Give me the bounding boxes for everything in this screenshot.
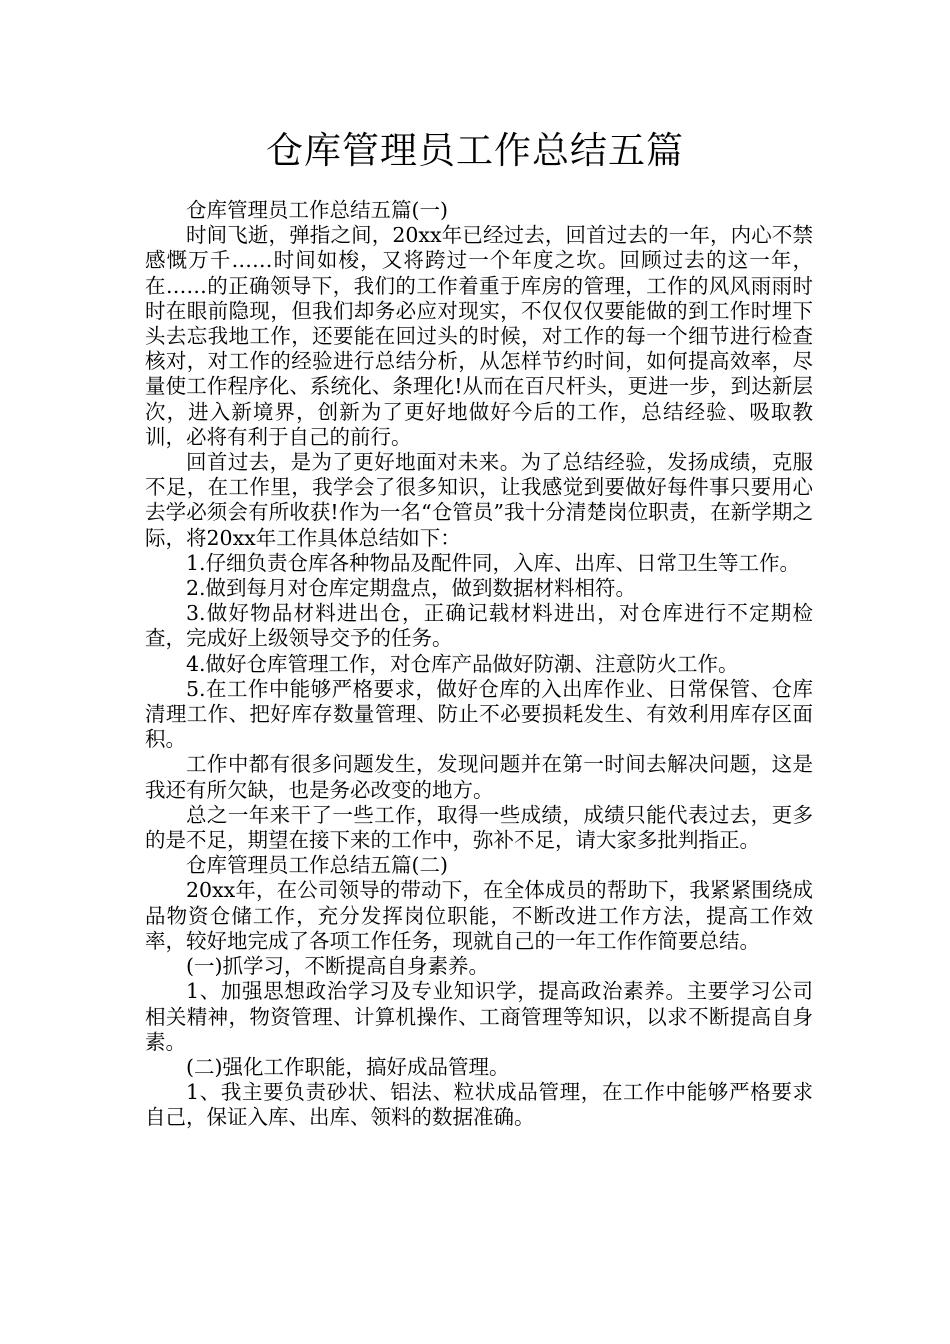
list-item: 3.做好物品材料进出仓，正确记载材料进出，对仓库进行不定期检查，完成好上级领导交予的任务。 [145,601,813,651]
subheading: (二)强化工作职能，搞好成品管理。 [186,1054,510,1079]
document-body [145,198,813,1131]
list-item: 5.在工作中能够严格要求，做好仓库的入出库作业、日常保管、仓库清理工作、把好库存数量管理、防止不必要损耗发生、有效利用库存区面积。 [145,676,813,752]
list-item: 4.做好仓库管理工作，对仓库产品做好防潮、注意防火工作。 [186,651,739,676]
paragraph: 时间飞逝，弹指之间，20xx年已经过去，回首过去的一年，内心不禁感慨万千……时间如梭，又将跨过一个年度之坎。回顾过去的这一年，在……的正确领导下，我们的工作着重于库房的管理，工作的风风雨雨时时在眼前隐现，但我们却务必应对现实，不仅仅仅要能做的到工作时埋下头去忘我地工作，还要能在回过头的时候，对工作的每一个细节进行检查核对，对工作的经验进行总结分析，从怎样节约时间，如何提高效率，尽量使工作程序化、系统化、条理化!从而在百尺杆头，更进一步，到达新层次，进入新境界，创新为了更好地做好今后的工作，总结经验、吸取教训，必将有利于自己的前行。 [145,223,813,449]
section-heading-2: 仓库管理员工作总结五篇(二) [186,853,448,878]
list-item: 2.做到每月对仓库定期盘点，做到数据材料相符。 [186,576,637,601]
list-item: 1、加强思想政治学习及专业知识学，提高政治素养。主要学习公司相关精神，物资管理、计算机操作、工商管理等知识，以求不断提高自身素。 [145,979,813,1054]
list-item: 1.仔细负责仓库各种物品及配件同，入库、出库、日常卫生等工作。 [186,550,801,575]
paragraph: 总之一年来干了一些工作，取得一些成绩，成绩只能代表过去，更多的是不足，期望在接下来的工作中，弥补不足，请大家多批判指正。 [145,802,813,853]
section-heading-1: 仓库管理员工作总结五篇(一) [186,198,448,222]
paragraph: 工作中都有很多问题发生，发现问题并在第一时间去解决问题，这是我还有所欠缺，也是务必改变的地方。 [145,752,813,802]
document-title: 仓库管理员工作总结五篇 [266,129,684,172]
paragraph: 20xx年，在公司领导的带动下，在全体成员的帮助下，我紧紧围绕成品物资仓储工作，充分发挥岗位职能，不断改进工作方法，提高工作效率，较好地完成了各项工作任务，现就自己的一年工作作简要总结。 [145,878,813,953]
paragraph: 回首过去，是为了更好地面对未来。为了总结经验，发扬成绩，克服不足，在工作里，我学会了很多知识，让我感觉到要做好每件事只要用心去学必须会有所收获!作为一名“仓管员”我十分清楚岗位职责，在新学期之际，将20xx年工作具体总结如下： [145,450,813,550]
list-item: 1、我主要负责砂状、铝法、粒状成品管理，在工作中能够严格要求自己，保证入库、出库、领料的数据准确。 [145,1080,813,1130]
subheading: (一)抓学习，不断提高自身素养。 [186,954,489,979]
